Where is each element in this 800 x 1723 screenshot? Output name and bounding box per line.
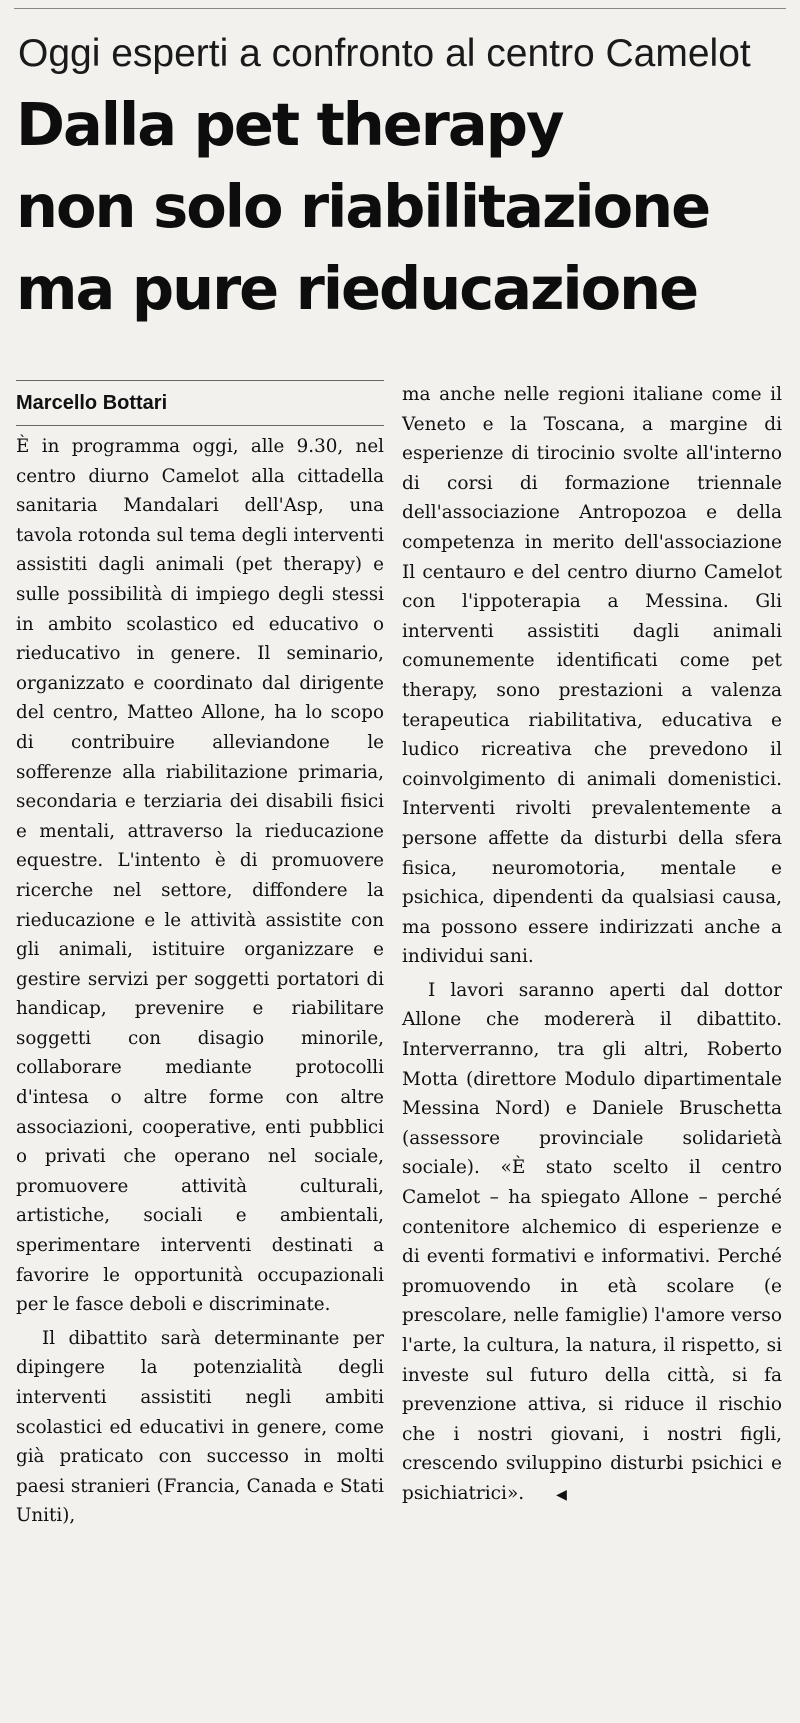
- headline: [16, 84, 796, 330]
- byline-rule-bottom: [16, 425, 384, 426]
- paragraph-2-start: Il dibattito sarà determinante per dipingere la potenzialità degli interventi assistiti negli ambiti scolastici ed educativi in genere, come già praticato con successo in molti paesi stranieri (Francia, Canada e Stati Uniti),: [16, 1327, 384, 1527]
- article-column-left: [16, 380, 384, 1531]
- byline: Marcello Bottari: [16, 392, 168, 414]
- top-rule: [14, 8, 786, 9]
- paragraph-2-continued: ma anche nelle regioni italiane come il Veneto e la Toscana, a margine di esperienze di tirocinio svolte all'interno di corsi di formazione triennale dell'associazione Antropozoa e della competenza in merito dell'associazione Il centauro e del centro diurno Camelot con l'ippoterapia a Messina. Gli interventi assistiti dagli animali comunemente identificati come pet therapy, sono prestazioni a valenza terapeutica riabilitativa, educativa e ludico ricreativa che prevedono il coinvolgimento di animali domenistici. Interventi rivolti prevalentemente a persone affette da disturbi della sfera fisica, neuromotoria, mentale e psichica, dipendenti da qualsiasi causa, ma possono essere indirizzati anche a individui sani.: [402, 384, 782, 968]
- left-triangle-icon: ◀: [556, 1486, 567, 1503]
- paragraph-3: [402, 976, 782, 1511]
- headline-line-2: non solo riabilitazione: [16, 172, 710, 241]
- headline-line-1: Dalla pet therapy: [16, 90, 563, 159]
- kicker: Oggi esperti a confronto al centro Camelot: [18, 32, 751, 75]
- article-column-right: [402, 380, 782, 1511]
- paragraph-3-text: I lavori saranno aperti dal dottor Allone che modererà il dibattito. Interverranno, tra gli altri, Roberto Motta (direttore Modulo dipartimentale Messina Nord) e Daniele Bruschetta (assessore provinciale solidarietà sociale). «È stato scelto il centro Camelot – ha spiegato Allone – perché contenitore alchemico di esperienze e di eventi formativi e informativi. Perché promuovendo in età scolare (e prescolare, nelle famiglie) l'amore verso l'arte, la cultura, la natura, il rispetto, si investe sul futuro della città, si fa prevenzione attiva, si riduce il rischio che i nostri giovani, i nostri figli, crescendo sviluppino disturbi psichici e psichiatrici».: [402, 979, 782, 1504]
- paragraph-1: È in programma oggi, alle 9.30, nel centro diurno Camelot alla cittadella sanitaria Mandalari dell'Asp, una tavola rotonda sul tema degli interventi assistiti dagli animali (pet therapy) e sulle possibilità di impiego degli stessi in ambito scolastico ed educativo o rieducativo in genere. Il seminario, organizzato e coordinato dal dirigente del centro, Matteo Allone, ha lo scopo di contribuire alleviandone le sofferenze alla riabilitazione primaria, secondaria e terziaria dei disabili fisici e mentali, attraverso la rieducazione equestre. L'intento è di promuovere ricerche nel settore, diffondere la rieducazione e le attività assistite con gli animali, istituire organizzare e gestire servizi per soggetti portatori di handicap, prevenire e riabilitare soggetti con disagio minorile, collaborare mediante protocolli d'intesa o altre forme con altre associazioni, cooperative, enti pubblici o privati che operano nel sociale, promuovere attività culturali, artistiche, sociali e ambientali, sperimentare interventi destinati a favorire le opportunità occupazionali per le fasce deboli e discriminate.: [16, 436, 384, 1316]
- headline-line-3: ma pure rieducazione: [16, 254, 698, 323]
